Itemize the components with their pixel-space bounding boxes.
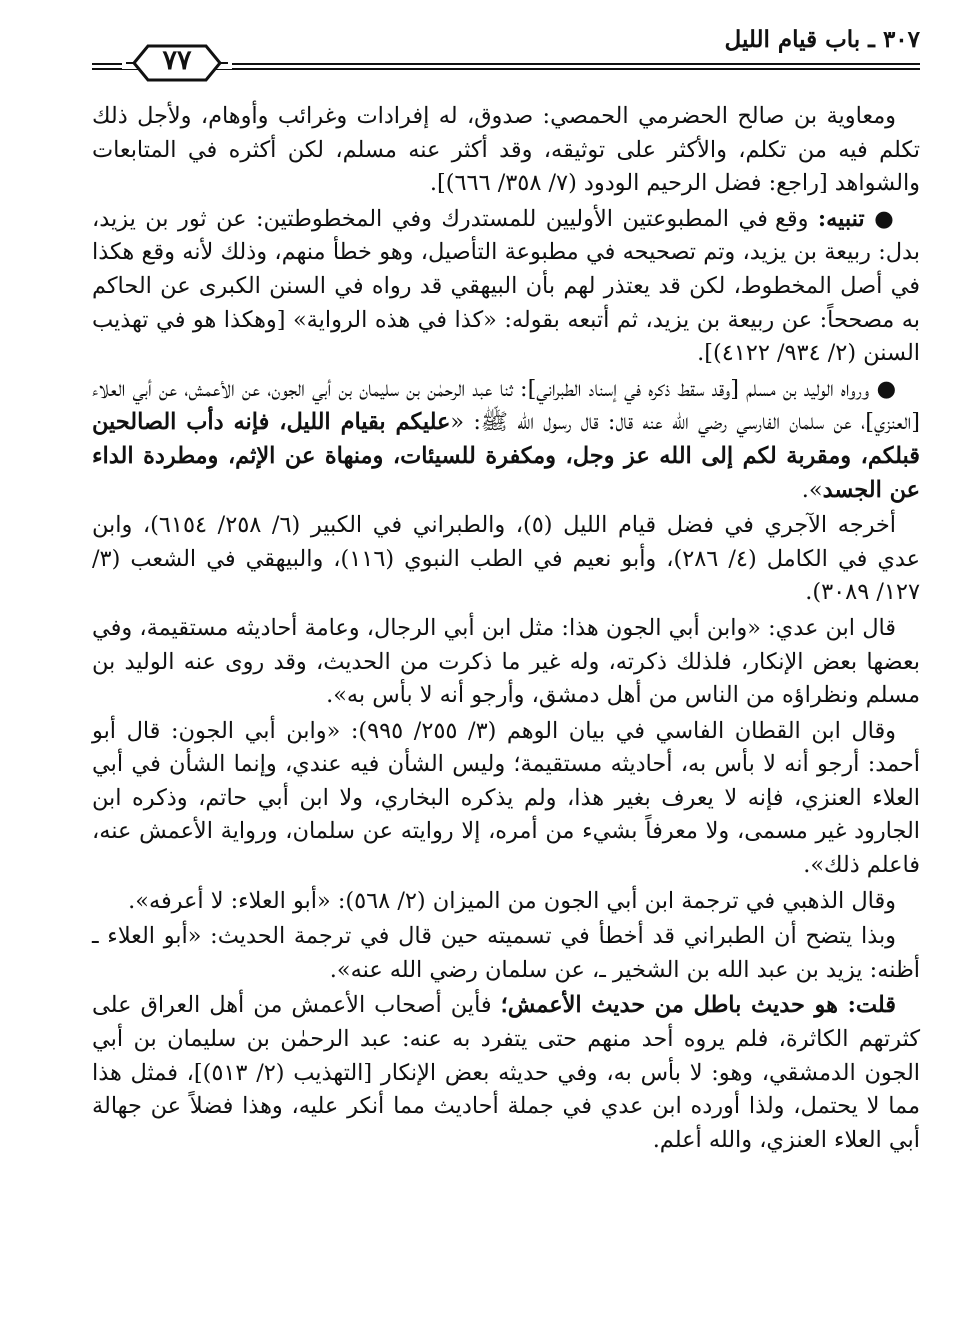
paragraph-ibn-qattan: وقال ابن القطان الفاسي في بيان الوهم (٣/ ٢٥٥/ ٩٩٥): «وابن أبي الجون: قال أبو أحمد: أرجو أنه لا بأس به، أحاديثه مستقيمة؛ وليس الشأن فيه عندي، وإنما الشأن في أبي العلاء العنزي، فإنه لا يعرف بغير هذا، ولم يذكره البخاري، ولا ابن أبي حاتم، وذكره ابن الجارود غير مسمى، ولا معرفاً بشيء من أمره، إلا روايته عن سلمان، ورواية الأعمش عنه، فاعلم ذلك». xyxy=(92,717,920,879)
hadith-text: عليكم بقيام الليل، فإنه دأب الصالحين قبلكم، ومقربة لكم إلى الله عز وجل، ومكفرة للسيئات، ومنهاة عن الإثم، ومطردة الداء عن الجسد xyxy=(92,409,920,503)
page-body xyxy=(92,100,920,1159)
paragraph-tabarani-error: وبذا يتضح أن الطبراني قد أخطأ في تسميته حين قال في ترجمة الحديث: «أبو العلاء ـ أظنه: يزيد بن عبد الله بن الشخير ـ، عن سلمان رضي الله عنه». xyxy=(92,923,920,983)
conclusion-label: قلت: هو حديث باطل من حديث الأعمش؛ xyxy=(500,992,896,1019)
page-number-badge xyxy=(122,40,232,86)
bullet-icon: ● xyxy=(876,375,897,402)
paragraph-conclusion: قلت: هو حديث باطل من حديث الأعمش؛ فأين أصحاب الأعمش من أهل العراق على كثرتهم الكاثرة، فلم يروه أحد منهم حتى يتفرد به عنه: عبد الرحمٰن بن سليمان بن أبي الجون الدمشقي، وهو: لا بأس به، وفي حديثه بعض الإنكار [التهذيب (٢/ ٥١٣)]، فمثل هذا مما لا يحتمل، ولذا أورده ابن عدي في جملة أحاديث مما أنكر عليه، وهذا فضلاً عن جهالة أبي العلاء العنزي، والله أعلم. xyxy=(92,992,920,1153)
paragraph-hadith: ● ورواه الوليد بن مسلم [وقد سقط ذكره في إسناد الطبراني]: ثنا عبد الرحمٰن بن سليمان بن أبي الجون، عن الأعمش، عن أبي العلاء [العنزي]، عن سلمان الفارسي رضي الله عنه قال: قال رسول الله ﷺ: «عليكم بقيام الليل، فإنه دأب الصالحين قبلكم، ومقربة لكم إلى الله عز وجل، ومكفرة للسيئات، ومنهاة عن الإثم، ومطردة الداء عن الجسد». xyxy=(92,375,920,503)
notice-label: تنبيه: xyxy=(817,205,865,232)
paragraph-narrator-note: ومعاوية بن صالح الحضرمي الحمصي: صدوق، له إفرادات وغرائب وأوهام، ولأجل ذلك تكلم فيه من تكلم، والأكثر على توثيقه، وقد أكثر عنه مسلم، لكن أكثره في المتابعات والشواهد [راجع: فضل الرحيم الودود (٧/ ٣٥٨/ ٦٦٦)]. xyxy=(92,103,920,197)
paragraph-notice: ● تنبيه: وقع في المطبوعتين الأوليين للمستدرك وفي المخطوطتين: عن ثور بن يزيد، بدل: ربيعة بن يزيد، وتم تصحيحه في مطبوعة التأصيل، وهو خطأ منهم، وذلك لأنه وقع هكذا في أصل المخطوط، لكن قد يعتذر لهم بأن البيهقي قد رواه في السنن الكبرى عن الحاكم به مصححاً: عن ربيعة بن يزيد، ثم أتبعه بقوله: «كذا في هذه الرواية» [وهكذا هو في تهذيب السنن (٢/ ٩٣٤/ ٤١٢٢)]. xyxy=(92,205,920,367)
chapter-title: ٣٠٧ ـ باب قيام الليل xyxy=(724,26,920,53)
paragraph-dhahabi: وقال الذهبي في ترجمة ابن أبي الجون من الميزان (٢/ ٥٦٨): «أبو العلاء: لا أعرفه». xyxy=(128,887,896,914)
bullet-icon: ● xyxy=(874,205,896,232)
paragraph-ibn-adi: قال ابن عدي: «وابن أبي الجون هذا: مثل ابن أبي الرجال، وعامة أحاديثه مستقيمة، وفي بعضها بعض الإنكار، فلذلك ذكرته، وله غير ما ذكرت من الحديث، وقد روى عنه الوليد بن مسلم ونظراؤه من الناس من أهل دمشق، وأرجو أنه لا بأس به». xyxy=(92,614,920,709)
running-header xyxy=(92,22,920,82)
page-number: ٧٧ xyxy=(162,45,192,76)
paragraph-takhrij: أخرجه الآجري في فضل قيام الليل (٥)، والطبراني في الكبير (٦/ ٢٥٨/ ٦١٥٤)، وابن عدي في الكامل (٤/ ٢٨٦)، وأبو نعيم في الطب النبوي (١١٦)، والبيهقي في الشعب (٣/ ١٢٧/ ٣٠٨٩). xyxy=(92,512,920,606)
